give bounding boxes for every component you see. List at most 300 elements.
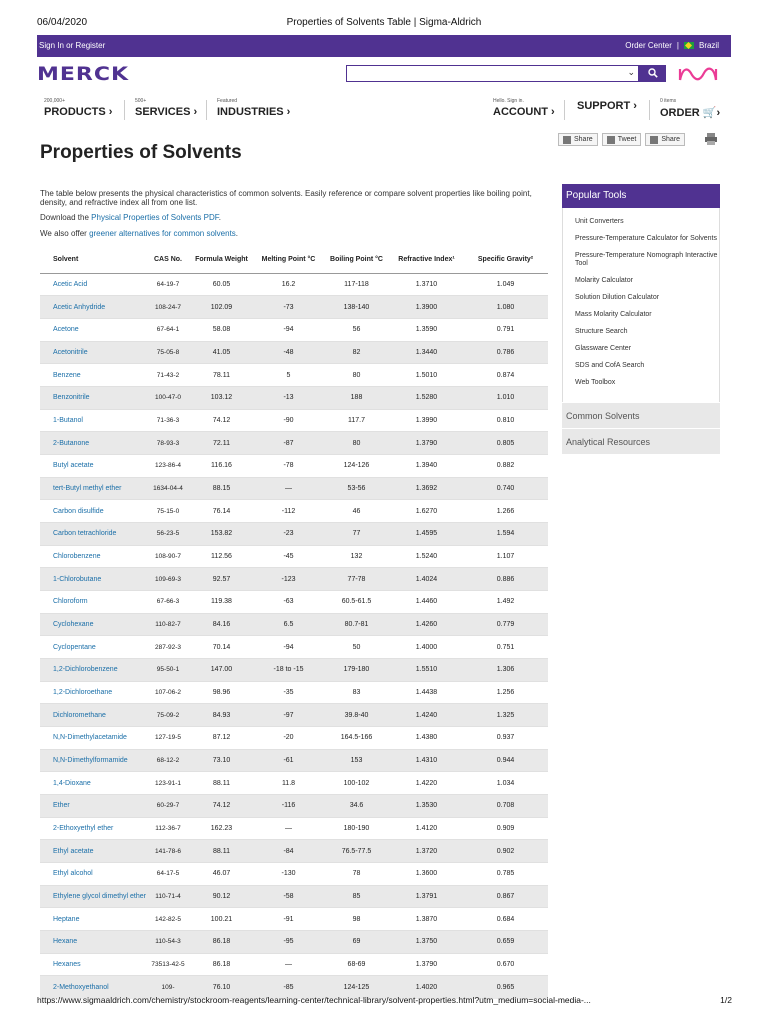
table-row [40,454,548,477]
table-cell: 0.684 [463,908,548,931]
table-cell: 1.325 [463,704,548,727]
table-cell: 123-86-4 [147,454,189,477]
table-cell: 86.18 [189,953,254,976]
printer-icon[interactable] [704,132,718,146]
nav-products-count: 200,000+ [44,98,65,104]
table-cell: 1.5280 [390,386,463,409]
solvent-name-link[interactable]: tert-Butyl methyl ether [40,477,147,500]
table-cell: 1.4595 [390,522,463,545]
column-header: Solvent [40,248,147,273]
table-row [40,341,548,364]
table-cell: 188 [323,386,390,409]
sign-in-link[interactable]: Sign In or Register [39,41,106,50]
table-cell: 56 [323,318,390,341]
search-input[interactable] [346,65,639,82]
chevron-down-icon[interactable]: ⌄ [627,67,635,77]
table-cell: 64-17-5 [147,862,189,885]
table-cell: 85 [323,885,390,908]
table-cell: — [254,477,323,500]
solvent-name-link[interactable]: 1-Chlorobutane [40,568,147,591]
table-cell: -112 [254,500,323,523]
twitter-tweet-button[interactable] [602,133,642,146]
solvent-name-link[interactable]: Hexane [40,930,147,953]
table-cell: 68-69 [323,953,390,976]
table-cell: 1.4120 [390,817,463,840]
brazil-flag-icon [684,42,694,49]
nav-order[interactable] [660,98,720,119]
table-cell: 70.14 [189,636,254,659]
table-header-row [40,248,548,273]
facebook-icon [563,136,571,144]
table-cell: 1.034 [463,772,548,795]
table-row [40,432,548,455]
table-cell: 147.00 [189,658,254,681]
table-cell: 141-78-6 [147,840,189,863]
table-cell: -97 [254,704,323,727]
linkedin-icon [650,136,658,144]
table-row [40,817,548,840]
column-header: Specific Gravity² [463,248,548,273]
table-cell: 164.5-166 [323,726,390,749]
nav-support-label: SUPPORT › [577,100,637,112]
table-cell: 80.7-81 [323,613,390,636]
table-cell: 34.6 [323,794,390,817]
table-cell: 1.4220 [390,772,463,795]
search-button[interactable] [639,65,666,82]
table-row [40,477,548,500]
table-cell: 1.306 [463,658,548,681]
table-cell: 75-05-8 [147,341,189,364]
table-body [40,273,548,999]
solvent-name-link[interactable]: 1-Butanol [40,409,147,432]
column-header: Melting Point °C [254,248,323,273]
solvent-name-link[interactable]: Heptane [40,908,147,931]
table-cell: 75-15-0 [147,500,189,523]
download-line [40,213,221,222]
solvent-name-link[interactable]: Cyclohexane [40,613,147,636]
table-row [40,522,548,545]
table-cell: 72.11 [189,432,254,455]
solvent-name-link[interactable]: Chlorobenzene [40,545,147,568]
solvent-name-link[interactable]: 1,2-Dichlorobenzene [40,658,147,681]
solvent-name-link[interactable]: 1,4-Dioxane [40,772,147,795]
top-bar-right [625,41,719,50]
table-cell: 46 [323,500,390,523]
nav-account-label: ACCOUNT › [493,106,555,118]
table-cell: 132 [323,545,390,568]
table-cell: 1.3530 [390,794,463,817]
table-cell: 0.886 [463,568,548,591]
table-cell: 0.810 [463,409,548,432]
table-row [40,930,548,953]
nav-industries-featured: Featured [217,98,238,104]
nav-industries[interactable] [217,98,290,118]
table-cell: 100.21 [189,908,254,931]
nav-services-label: SERVICES › [135,106,198,118]
table-cell: 71-43-2 [147,364,189,387]
solvent-name-link[interactable]: Ethyl acetate [40,840,147,863]
table-row [40,613,548,636]
table-cell: -91 [254,908,323,931]
table-cell: 1.3940 [390,454,463,477]
sidebar-tool-link[interactable]: Molarity Calculator [575,277,633,284]
solvent-name-link[interactable]: Carbon disulfide [40,500,147,523]
nav-products-label: PRODUCTS › [44,106,113,118]
table-cell: 80 [323,432,390,455]
solvent-name-link[interactable]: 1,2-Dichloroethane [40,681,147,704]
intro-paragraph: The table below presents the physical characteristics of common solvents. Easily reference or compare solvent properties like boiling point, density, and refractive index all from one list. [40,189,532,207]
sidebar-tool-link[interactable]: Structure Search [575,328,628,335]
table-cell: -63 [254,590,323,613]
table-cell: 1.4438 [390,681,463,704]
table-cell: 0.785 [463,862,548,885]
table-cell: -94 [254,636,323,659]
table-cell: 0.965 [463,976,548,999]
table-cell: 1.3750 [390,930,463,953]
table-cell: 77-78 [323,568,390,591]
solvent-name-link[interactable]: Ethylene glycol dimethyl ether [40,885,147,908]
solvent-name-link[interactable]: Dichloromethane [40,704,147,727]
table-cell: 78.11 [189,364,254,387]
table-cell: 1.3790 [390,432,463,455]
table-row [40,885,548,908]
table-cell: 1.4260 [390,613,463,636]
table-cell: 11.8 [254,772,323,795]
table-cell: 110-71-4 [147,885,189,908]
table-cell: 56-23-5 [147,522,189,545]
solvent-name-link[interactable]: Ethyl alcohol [40,862,147,885]
table-cell: 0.867 [463,885,548,908]
table-cell: 39.8-40 [323,704,390,727]
table-cell: 142-82-5 [147,908,189,931]
table-cell: 69 [323,930,390,953]
nav-services-count: 500+ [135,98,147,104]
solvent-name-link[interactable]: Hexanes [40,953,147,976]
table-cell: 124-125 [323,976,390,999]
table-cell: 153.82 [189,522,254,545]
table-row [40,409,548,432]
solvent-name-link[interactable]: Ether [40,794,147,817]
table-cell: 0.944 [463,749,548,772]
table-cell: 1.4020 [390,976,463,999]
table-cell: 0.937 [463,726,548,749]
table-cell: 88.11 [189,840,254,863]
table-cell: 60.05 [189,273,254,296]
solvent-name-link[interactable]: Acetic Anhydride [40,296,147,319]
table-cell: 88.15 [189,477,254,500]
sidebar-tool-link[interactable]: Unit Converters [575,218,624,225]
table-cell: 287-92-3 [147,636,189,659]
sidebar-tool-link[interactable]: Pressure-Temperature Calculator for Solvents [575,235,718,242]
nav-order-count: 0 items [660,98,677,104]
table-cell: 86.18 [189,930,254,953]
table-cell: 124-126 [323,454,390,477]
share-buttons [558,133,685,146]
table-cell: 60-29-7 [147,794,189,817]
table-cell: 73.10 [189,749,254,772]
linkedin-share-button[interactable] [645,133,685,146]
table-cell: -116 [254,794,323,817]
table-row [40,273,548,296]
table-cell: 98.96 [189,681,254,704]
table-cell: -45 [254,545,323,568]
table-cell: 1.3990 [390,409,463,432]
table-cell: 64-19-7 [147,273,189,296]
table-cell: 1.4380 [390,726,463,749]
table-cell: 110-54-3 [147,930,189,953]
table-row [40,568,548,591]
table-cell: 88.11 [189,772,254,795]
solvent-name-link[interactable]: 2-Butanone [40,432,147,455]
country-selector[interactable]: Brazil [698,41,719,50]
table-cell: 1634-04-4 [147,477,189,500]
table-cell: 83 [323,681,390,704]
table-cell: 41.05 [189,341,254,364]
table-cell: 100-102 [323,772,390,795]
table-cell: 77 [323,522,390,545]
table-cell: 179-180 [323,658,390,681]
table-cell: 138-140 [323,296,390,319]
table-cell: 119.38 [189,590,254,613]
popular-tools-heading: Popular Tools [562,184,720,208]
table-cell: 0.791 [463,318,548,341]
common-solvents-link[interactable]: Common Solvents [562,402,720,428]
solvent-name-link[interactable]: Benzonitrile [40,386,147,409]
table-cell: 1.4000 [390,636,463,659]
cart-icon: 🛒 [702,107,717,119]
order-center-link[interactable]: Order Center [625,41,672,50]
solvent-name-link[interactable]: Benzene [40,364,147,387]
table-row [40,772,548,795]
popular-tools-list [562,208,720,402]
table-cell: 1.3900 [390,296,463,319]
greener-prefix: We also offer [40,229,90,238]
nav-order-label: ORDER 🛒› [660,107,721,119]
table-cell: 16.2 [254,273,323,296]
table-row [40,545,548,568]
table-cell: 116.16 [189,454,254,477]
table-cell: -95 [254,930,323,953]
solvent-name-link[interactable]: Carbon tetrachloride [40,522,147,545]
solvent-name-link[interactable]: Butyl acetate [40,454,147,477]
table-cell: 1.4310 [390,749,463,772]
table-row [40,296,548,319]
facebook-share-button[interactable] [558,133,598,146]
table-cell: 117.7 [323,409,390,432]
table-cell: 90.12 [189,885,254,908]
table-row [40,386,548,409]
top-utility-bar [37,35,731,57]
table-cell: 108-24-7 [147,296,189,319]
table-cell: 76.5-77.5 [323,840,390,863]
table-cell: 153 [323,749,390,772]
table-cell: 76.10 [189,976,254,999]
table-cell: 1.5510 [390,658,463,681]
solvent-name-link[interactable]: 2-Methoxyethanol [40,976,147,999]
table-cell: 78 [323,862,390,885]
table-cell: 1.6270 [390,500,463,523]
table-cell: 0.909 [463,817,548,840]
solvents-table [40,248,548,999]
table-cell: 1.3692 [390,477,463,500]
table-cell: 76.14 [189,500,254,523]
solvent-name-link[interactable]: Cyclopentane [40,636,147,659]
table-cell: -123 [254,568,323,591]
sidebar-tool-link[interactable]: SDS and CofA Search [575,362,645,369]
table-cell: 67-64-1 [147,318,189,341]
solvent-name-link[interactable]: N,N-Dimethylformamide [40,749,147,772]
sidebar-tool-link[interactable]: Pressure-Temperature Nomograph Interactive Tool [575,252,718,267]
twitter-tweet-label: Tweet [617,136,637,143]
table-cell: 95-50-1 [147,658,189,681]
table-cell: -61 [254,749,323,772]
table-cell: -35 [254,681,323,704]
table-row [40,908,548,931]
table-cell: -20 [254,726,323,749]
table-cell: 0.659 [463,930,548,953]
table-cell: 123-91-1 [147,772,189,795]
table-cell: 84.93 [189,704,254,727]
table-cell: -73 [254,296,323,319]
table-cell: 108-90-7 [147,545,189,568]
table-cell: — [254,817,323,840]
table-row [40,794,548,817]
table-row [40,500,548,523]
table-cell: 1.3440 [390,341,463,364]
table-cell: 110-82-7 [147,613,189,636]
facebook-share-label: Share [574,136,593,143]
solvent-name-link[interactable]: 2-Ethoxyethyl ether [40,817,147,840]
table-cell: 0.882 [463,454,548,477]
sidebar-tool-link[interactable]: Web Toolbox [575,379,616,386]
search-icon [648,68,658,78]
download-suffix: . [218,213,221,222]
sidebar-tool-link[interactable]: Glassware Center [575,345,632,352]
table-cell: 112.56 [189,545,254,568]
sidebar-tool-link[interactable]: Mass Molarity Calculator [575,311,652,318]
print-url: https://www.sigmaaldrich.com/chemistry/stockroom-reagents/learning-center/technical-library/solvent-properties.html?utm_medium=social-media-... [37,995,591,1005]
download-pdf-link[interactable]: Physical Properties of Solvents PDF [91,213,219,222]
table-cell: 1.3870 [390,908,463,931]
table-row [40,840,548,863]
table-cell: 1.4240 [390,704,463,727]
twitter-icon [607,136,615,144]
column-header: Formula Weight [189,248,254,273]
solvent-name-link[interactable]: Acetic Acid [40,273,147,296]
print-header [0,17,768,31]
greener-line [40,229,238,238]
table-cell: 103.12 [189,386,254,409]
table-cell: 1.4024 [390,568,463,591]
table-row [40,590,548,613]
sidebar-tool-link[interactable]: Solution Dilution Calculator [575,294,660,301]
print-page-number: 1/2 [720,995,732,1005]
table-cell: 6.5 [254,613,323,636]
table-cell: -58 [254,885,323,908]
table-cell: 1.010 [463,386,548,409]
page-title: Properties of Solvents [40,142,242,163]
table-cell: 1.266 [463,500,548,523]
table-row [40,636,548,659]
table-cell: 0.740 [463,477,548,500]
table-cell: 1.5240 [390,545,463,568]
table-cell: -87 [254,432,323,455]
table-cell: -94 [254,318,323,341]
table-cell: — [254,953,323,976]
nav-products[interactable] [44,98,112,118]
table-row [40,704,548,727]
sidebar [562,184,720,454]
nav-separator [206,100,207,120]
download-prefix: Download the [40,213,92,222]
table-cell: 100-47-0 [147,386,189,409]
table-cell: 1.5010 [390,364,463,387]
table-cell: 0.779 [463,613,548,636]
nav-account[interactable] [493,98,555,118]
analytical-resources-link[interactable]: Analytical Resources [562,428,720,454]
column-header: Boiling Point °C [323,248,390,273]
table-cell: 73513-42-5 [147,953,189,976]
table-cell: -130 [254,862,323,885]
table-cell: 1.4460 [390,590,463,613]
solvent-name-link[interactable]: N,N-Dimethylacetamide [40,726,147,749]
table-cell: 0.786 [463,341,548,364]
solvent-name-link[interactable]: Acetone [40,318,147,341]
table-cell: 0.751 [463,636,548,659]
nav-support[interactable] [577,98,637,112]
table-cell: 50 [323,636,390,659]
column-header: Refractive Index¹ [390,248,463,273]
solvent-name-link[interactable]: Chloroform [40,590,147,613]
linkedin-share-label: Share [661,136,681,143]
table-cell: -84 [254,840,323,863]
table-cell: 60.5-61.5 [323,590,390,613]
table-cell: 102.09 [189,296,254,319]
merck-m-logo-icon [678,63,718,83]
table-cell: 67-66-3 [147,590,189,613]
print-date: 06/04/2020 [37,17,88,28]
print-page-title: Properties of Solvents Table | Sigma-Aldrich [286,17,482,28]
table-cell: -48 [254,341,323,364]
nav-services[interactable] [135,98,197,118]
table-cell: 1.107 [463,545,548,568]
table-cell: 1.049 [463,273,548,296]
table-cell: 109-69-3 [147,568,189,591]
table-cell: 1.256 [463,681,548,704]
table-cell: -90 [254,409,323,432]
greener-suffix: . [235,229,239,238]
table-row [40,953,548,976]
table-cell: 71-36-3 [147,409,189,432]
column-header: CAS No. [147,248,189,273]
solvent-name-link[interactable]: Acetonitrile [40,341,147,364]
table-cell: 0.708 [463,794,548,817]
greener-alternatives-link[interactable]: greener alternatives for common solvents [89,229,236,238]
table-row [40,364,548,387]
table-cell: 0.670 [463,953,548,976]
table-cell: 1.3791 [390,885,463,908]
table-cell: 74.12 [189,794,254,817]
merck-logo[interactable]: MERCK [37,63,130,86]
table-cell: 109- [147,976,189,999]
table-cell: 1.3720 [390,840,463,863]
table-cell: 0.805 [463,432,548,455]
table-cell: 162.23 [189,817,254,840]
nav-account-greeting: Hello. Sign in. [493,98,524,104]
table-cell: 75-09-2 [147,704,189,727]
table-cell: 1.3710 [390,273,463,296]
table-row [40,681,548,704]
